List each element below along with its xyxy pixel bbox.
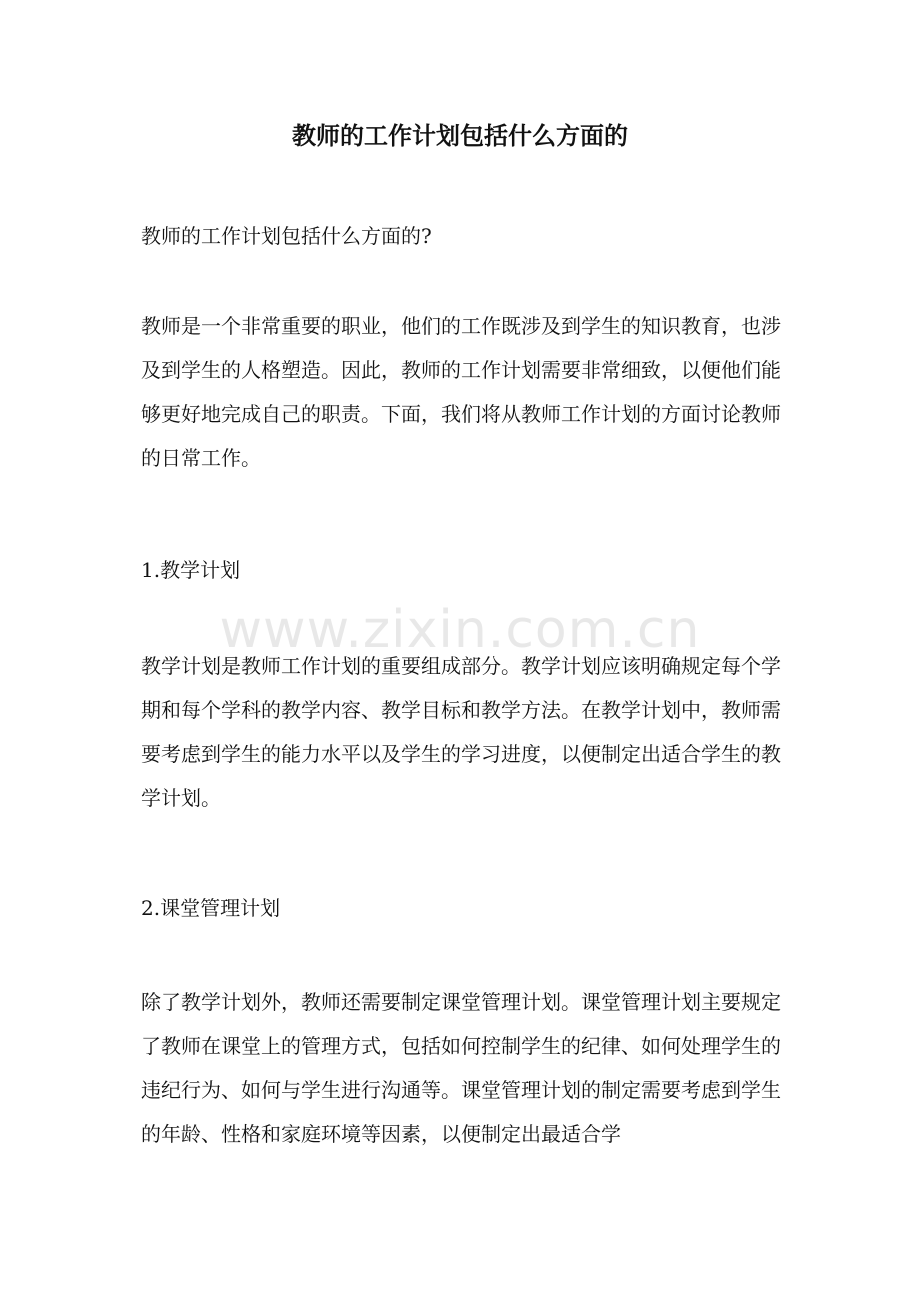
intro-paragraph: 教师是一个非常重要的职业，他们的工作既涉及到学生的知识教育，也涉及到学生的人格塑造。因此，教师的工作计划需要非常细致，以便他们能够更好地完成自己的职责。下面，我们将从教师工作计划的方面讨论教师的日常工作。	[141, 314, 781, 470]
section-heading-teaching-plan: 1.教学计划	[141, 558, 241, 582]
watermark: www.zixin.com.cn	[219, 600, 701, 660]
section-heading-classroom-management: 2.课堂管理计划	[141, 896, 281, 920]
section-body-classroom-management: 除了教学计划外，教师还需要制定课堂管理计划。课堂管理计划主要规定了教师在课堂上的管理方式，包括如何控制学生的纪律、如何处理学生的违纪行为、如何与学生进行沟通等。课堂管理计划的制定需要考虑到学生的年龄、性格和家庭环境等因素，以便制定出最适合学	[141, 990, 781, 1146]
question-paragraph: 教师的工作计划包括什么方面的?	[141, 224, 432, 248]
document-title: 教师的工作计划包括什么方面的	[292, 121, 628, 150]
section-body-teaching-plan: 教学计划是教师工作计划的重要组成部分。教学计划应该明确规定每个学期和每个学科的教学内容、教学目标和教学方法。在教学计划中，教师需要考虑到学生的能力水平以及学生的学习进度，以便制定出适合学生的教学计划。	[141, 654, 781, 810]
